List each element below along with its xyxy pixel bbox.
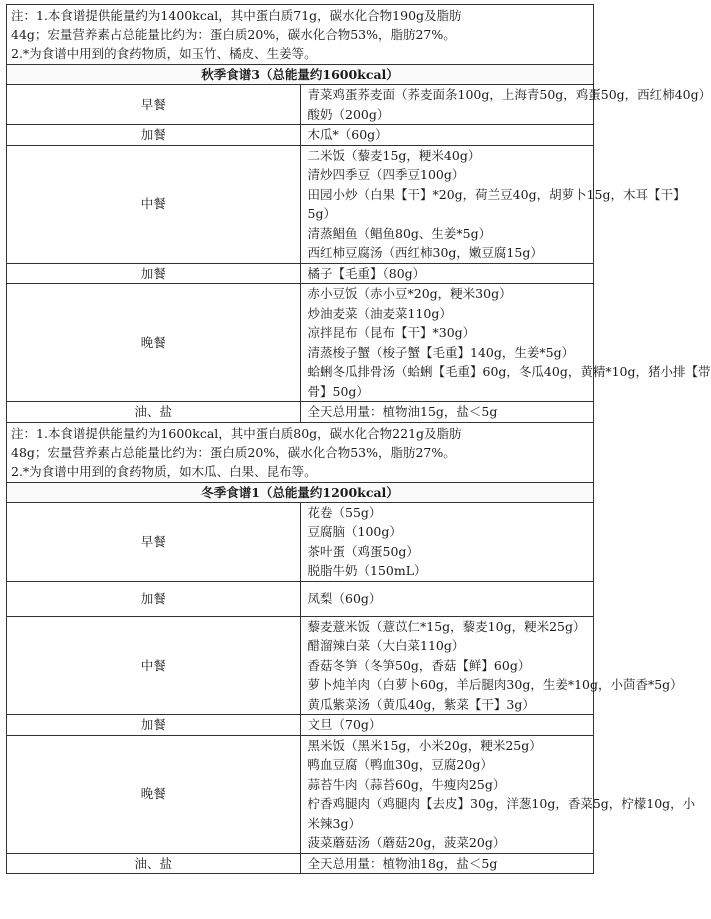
food-item: 赤小豆饭（赤小豆*20g，粳米30g） xyxy=(307,286,512,301)
food-item: 凉拌昆布（昆布【干】*30g） xyxy=(307,325,476,340)
recipe-table xyxy=(6,4,711,874)
food-item: 二米饭（藜麦15g，粳米40g） xyxy=(307,147,481,163)
food-item: 黑米饭（黑米15g，小米20g，粳米25g） xyxy=(307,737,542,753)
food-item: 凤梨（60g） xyxy=(307,590,382,606)
food-item: 蛤蜊冬瓜排骨汤（蛤蜊【毛重】60g，冬瓜40g，黄精*10g，猪小排【带 xyxy=(307,364,711,379)
food-item: 骨】50g） xyxy=(307,383,369,399)
meal-label: 中餐 xyxy=(7,145,301,263)
meal-label: 中餐 xyxy=(7,616,301,715)
food-item: 西红柿豆腐汤（西红柿30g，嫩豆腐15g） xyxy=(307,245,543,260)
meal-label: 早餐 xyxy=(7,502,301,581)
autumn-dinner-row xyxy=(7,284,594,402)
autumn-menu-title: 秋季食谱3（总能量约1600kcal） xyxy=(7,65,594,85)
food-item: 藜麦薏米饭（薏苡仁*15g，藜麦10g，粳米25g） xyxy=(307,618,586,634)
meal-items xyxy=(300,125,594,146)
food-item: 5g） xyxy=(307,206,336,221)
food-item: 香菇冬笋（冬笋50g，香菇【鲜】60g） xyxy=(307,657,531,673)
food-item: 橘子【毛重】（80g） xyxy=(307,265,426,281)
meal-items xyxy=(300,581,594,616)
note-2 xyxy=(7,422,594,482)
meal-label: 晚餐 xyxy=(7,284,301,402)
winter-title-row xyxy=(7,482,594,502)
winter-snack-row-2 xyxy=(7,715,594,736)
food-item: 青菜鸡蛋荞麦面（荞麦面条100g，上海青50g，鸡蛋50g，西红柿40g） xyxy=(307,87,711,102)
autumn-snack-row-2 xyxy=(7,263,594,284)
food-item: 萝卜炖羊肉（白萝卜60g，羊后腿肉30g，生姜*10g，小茴香*5g） xyxy=(307,677,683,692)
note-2-line-3: 2.*为食谱中用到的食药物质，如木瓜、白果、昆布等。 xyxy=(11,463,317,479)
food-item: 蒜苔牛肉（蒜苔60g，牛瘦肉25g） xyxy=(307,776,506,792)
food-item: 脱脂牛奶（150mL） xyxy=(307,563,427,578)
meal-label: 油、盐 xyxy=(7,402,301,423)
autumn-oil-salt-row xyxy=(7,402,594,423)
winter-menu-title: 冬季食谱1（总能量约1200kcal） xyxy=(7,482,594,502)
food-item: 米辣3g） xyxy=(307,815,361,831)
food-item: 花卷（55g） xyxy=(307,504,382,520)
food-item: 清蒸梭子蟹（梭子蟹【毛重】140g，生姜*5g） xyxy=(307,344,575,360)
food-item: 柠香鸡腿肉（鸡腿肉【去皮】30g，洋葱10g，香菜5g，柠檬10g，小 xyxy=(307,796,696,811)
autumn-snack-row-1 xyxy=(7,125,594,146)
autumn-breakfast-row xyxy=(7,85,594,125)
winter-breakfast-row xyxy=(7,502,594,581)
meal-items xyxy=(300,616,683,715)
meal-label: 加餐 xyxy=(7,581,301,616)
autumn-lunch-row xyxy=(7,145,594,263)
food-item: 木瓜*（60g） xyxy=(307,127,388,142)
food-item: 清蒸鲳鱼（鲳鱼80g、生姜*5g） xyxy=(307,225,492,241)
food-item: 清炒四季豆（四季豆100g） xyxy=(307,167,465,182)
note-2-line-2: 48g；宏量营养素占总能量比约为：蛋白质20%，碳水化合物53%，脂肪27%。 xyxy=(11,444,456,460)
meal-items xyxy=(300,735,696,853)
meal-items xyxy=(300,502,594,581)
meal-items xyxy=(300,263,594,284)
note-1-line-2: 44g；宏量营养素占总能量比约为：蛋白质20%，碳水化合物53%，脂肪27%。 xyxy=(11,27,456,42)
food-item: 炒油麦菜（油麦菜110g） xyxy=(307,305,452,321)
note-1 xyxy=(7,5,594,65)
food-item: 醋溜辣白菜（大白菜110g） xyxy=(307,638,465,653)
meal-label: 加餐 xyxy=(7,263,301,284)
meal-items xyxy=(300,284,711,402)
note-row-1 xyxy=(7,5,594,65)
meal-label: 加餐 xyxy=(7,715,301,736)
winter-dinner-row xyxy=(7,735,594,853)
oil-salt-text: 全天总用量：植物油18g，盐＜5g xyxy=(300,853,594,874)
food-item: 田园小炒（白果【干】*20g，荷兰豆40g，胡萝卜15g，木耳【干】 xyxy=(307,186,686,202)
winter-snack-row-1 xyxy=(7,581,594,616)
autumn-title-row xyxy=(7,65,594,85)
winter-oil-salt-row xyxy=(7,853,594,874)
meal-items xyxy=(300,85,711,125)
note-1-line-1: 注：1.本食谱提供能量约为1400kcal，其中蛋白质71g，碳水化合物190g及脂肪 xyxy=(11,8,462,23)
meal-label: 晚餐 xyxy=(7,735,301,853)
food-item: 菠菜蘑菇汤（蘑菇20g，菠菜20g） xyxy=(307,835,506,850)
meal-label: 加餐 xyxy=(7,125,301,146)
recipe-sheet xyxy=(6,4,711,874)
food-item: 文旦（70g） xyxy=(307,717,382,732)
note-1-line-3: 2.*为食谱中用到的食药物质，如玉竹、橘皮、生姜等。 xyxy=(11,46,317,61)
meal-label: 早餐 xyxy=(7,85,301,125)
food-item: 酸奶（200g） xyxy=(307,106,390,122)
food-item: 茶叶蛋（鸡蛋50g） xyxy=(307,543,419,559)
oil-salt-text: 全天总用量：植物油15g，盐＜5g xyxy=(300,402,594,423)
note-2-line-1: 注：1.本食谱提供能量约为1600kcal，其中蛋白质80g，碳水化合物221g及脂肪 xyxy=(11,425,462,441)
food-item: 黄瓜紫菜汤（黄瓜40g，紫菜【干】3g） xyxy=(307,696,535,712)
food-item: 鸭血豆腐（鸭血30g，豆腐20g） xyxy=(307,757,493,772)
meal-items xyxy=(300,715,594,736)
note-row-2 xyxy=(7,422,594,482)
food-item: 豆腐脑（100g） xyxy=(307,524,402,539)
meal-label: 油、盐 xyxy=(7,853,301,874)
winter-lunch-row xyxy=(7,616,594,715)
meal-items xyxy=(300,145,686,263)
